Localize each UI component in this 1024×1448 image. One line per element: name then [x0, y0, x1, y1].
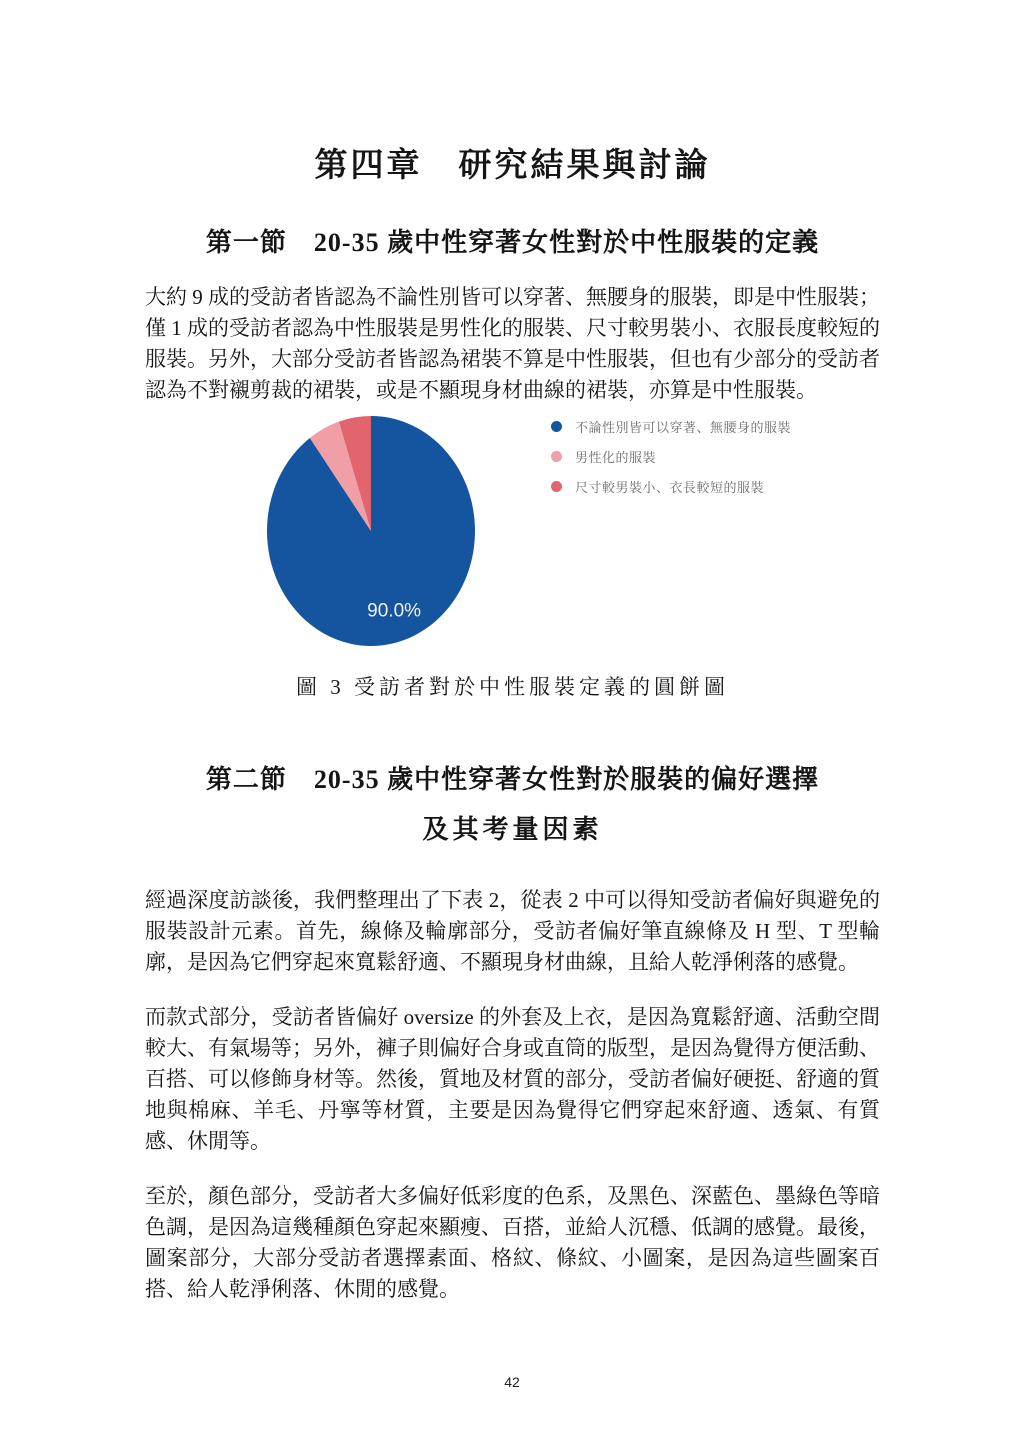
pie-percentage-label: 90.0% — [367, 600, 422, 622]
section-2-heading — [145, 765, 880, 845]
legend-dot-icon — [551, 481, 562, 492]
section-1-paragraph: 大約 9 成的受訪者皆認為不論性別皆可以穿著、無腰身的服裝，即是中性服裝；僅 1 成的受訪者認為中性服裝是男性化的服裝、尺寸較男裝小、衣服長度較短的服裝。另外，大部分受訪者皆認為裙裝不算是中性服裝，但也有少部分的受訪者認為不對襯剪裁的裙裝，或是不顯現身材曲線的裙裝，亦算是中性服裝。 — [145, 285, 880, 402]
chapter-title: 第四章 研究結果與討論 — [314, 148, 711, 184]
chart-legend — [551, 417, 791, 507]
legend-item — [551, 447, 791, 466]
legend-label: 男性化的服裝 — [575, 450, 657, 465]
section-2-paragraph: 至於，顏色部分，受訪者大多偏好低彩度的色系，及黑色、深藍色、墨綠色等暗色調，是因為這幾種顏色穿起來顯瘦、百搭，並給人沉穩、低調的感覺。最後，圖案部分，大部分受訪者選擇素面、格紋、條紋、小圖案，是因為這些圖案百搭、給人乾淨俐落、休閒的感覺。 — [145, 1184, 880, 1301]
legend-item — [551, 477, 791, 496]
section-2-paragraph: 經過深度訪談後，我們整理出了下表 2，從表 2 中可以得知受訪者偏好與避免的服裝設計元素。首先，線條及輪廓部分，受訪者偏好筆直線條及 H 型、T 型輪廓，是因為它們穿起來寬鬆舒適、不顯現身材曲線，且給人乾淨俐落的感覺。 — [145, 888, 880, 974]
legend-label: 尺寸較男裝小、衣長較短的服裝 — [575, 480, 765, 495]
legend-dot-icon — [551, 451, 562, 462]
chart-area — [265, 413, 880, 649]
legend-dot-icon — [551, 421, 562, 432]
section-2-heading-line2: 及其考量因素 — [422, 815, 603, 844]
figure-caption: 圖 3 受訪者對於中性服裝定義的圓餅圖 — [296, 675, 729, 699]
page-number: 42 — [504, 1374, 520, 1390]
pie-figure — [145, 413, 880, 701]
pie-chart — [265, 413, 477, 649]
legend-label: 不論性別皆可以穿著、無腰身的服裝 — [575, 420, 792, 435]
section-2-heading-line1: 第二節 20-35 歲中性穿著女性對於服裝的偏好選擇 — [205, 765, 820, 794]
legend-item — [551, 417, 791, 436]
section-2-paragraph: 而款式部分，受訪者皆偏好 oversize 的外套及上衣，是因為寬鬆舒適、活動空間較大、有氣場等；另外，褲子則偏好合身或直筒的版型，是因為覺得方便活動、百搭、可以修飾身材等。然後，質地及材質的部分，受訪者偏好硬挺、舒適的質地與棉麻、羊毛、丹寧等材質，主要是因為覺得它們穿起來舒適、透氣、有質感、休閒等。 — [145, 1005, 880, 1153]
section-1-heading: 第一節 20-35 歲中性穿著女性對於中性服裝的定義 — [205, 228, 820, 257]
